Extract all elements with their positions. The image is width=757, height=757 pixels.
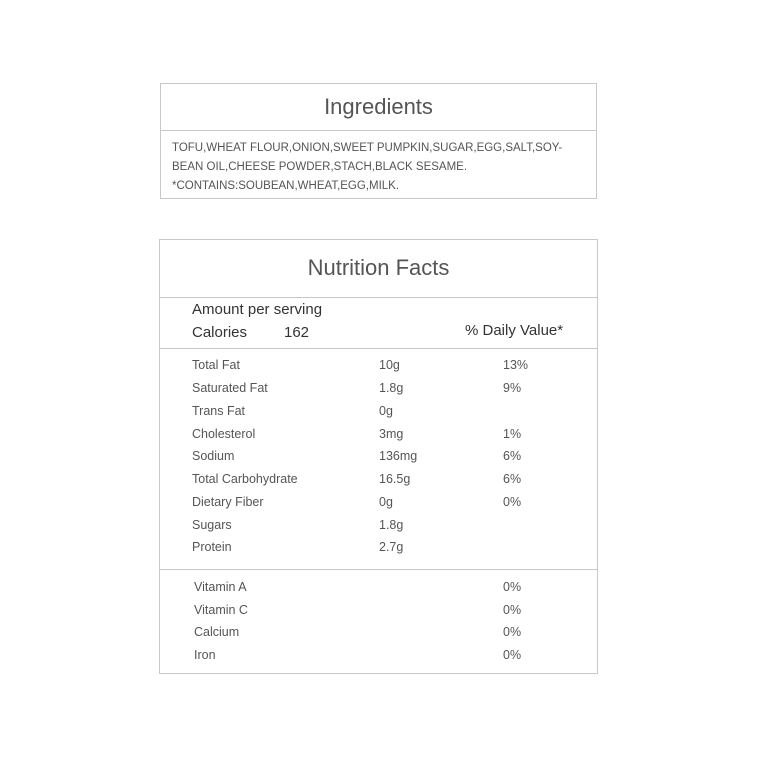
- vitamin-name: Vitamin C: [194, 603, 248, 617]
- ingredients-line: *CONTAINS:SOUBEAN,WHEAT,EGG,MILK.: [172, 180, 400, 192]
- vitamin-table: [160, 570, 597, 675]
- calories-value: 162: [284, 324, 310, 341]
- nutrient-amount: 10g: [379, 358, 400, 372]
- nutrient-name: Total Carbohydrate: [192, 472, 298, 486]
- nutrient-row: [160, 515, 597, 535]
- nutrition-title: Nutrition Facts: [160, 240, 597, 298]
- ingredients-line: TOFU,WHEAT FLOUR,ONION,SWEET PUMPKIN,SUGAR,EGG,SALT,SOY-: [172, 142, 563, 154]
- nutrient-name: Sodium: [192, 449, 235, 463]
- nutrient-name: Sugars: [192, 518, 232, 532]
- nutrient-row: [160, 401, 597, 421]
- daily-value-header: % Daily Value*: [465, 322, 564, 339]
- nutrient-row: [160, 355, 597, 375]
- nutrient-row: [160, 446, 597, 466]
- amount-per-serving-label: Amount per serving: [192, 301, 323, 318]
- nutrient-daily-value: 0%: [503, 495, 522, 509]
- ingredients-text: [161, 131, 596, 196]
- nutrient-row: [160, 492, 597, 512]
- vitamin-row: [160, 577, 597, 597]
- nutrient-daily-value: 1%: [503, 427, 522, 441]
- vitamin-row: [160, 645, 597, 665]
- vitamin-daily-value: 0%: [503, 648, 522, 662]
- nutrient-row: [160, 469, 597, 489]
- nutrient-row: [160, 424, 597, 444]
- nutrient-amount: 1.8g: [379, 518, 404, 532]
- vitamin-row: [160, 600, 597, 620]
- nutrient-name: Cholesterol: [192, 427, 256, 441]
- nutrient-name: Total Fat: [192, 358, 240, 372]
- nutrient-name: Dietary Fiber: [192, 495, 264, 509]
- nutrient-daily-value: 9%: [503, 381, 522, 395]
- nutrient-daily-value: 6%: [503, 449, 522, 463]
- vitamin-daily-value: 0%: [503, 603, 522, 617]
- ingredients-panel: [160, 83, 597, 199]
- vitamin-row: [160, 622, 597, 642]
- calories-label: Calories: [192, 324, 248, 341]
- nutrient-amount: 16.5g: [379, 472, 411, 486]
- nutrition-facts-panel: [159, 239, 598, 674]
- vitamin-daily-value: 0%: [503, 625, 522, 639]
- ingredients-line: BEAN OIL,CHEESE POWDER,STACH,BLACK SESAME.: [172, 161, 468, 173]
- nutrient-amount: 2.7g: [379, 540, 404, 554]
- nutrient-amount: 0g: [379, 404, 393, 418]
- nutrient-name: Saturated Fat: [192, 381, 268, 395]
- nutrient-amount: 1.8g: [379, 381, 404, 395]
- nutrient-table: [160, 349, 597, 570]
- nutrient-amount: 3mg: [379, 427, 404, 441]
- nutrient-row: [160, 378, 597, 398]
- nutrient-amount: 0g: [379, 495, 393, 509]
- nutrient-row: [160, 537, 597, 557]
- serving-summary: [160, 298, 597, 349]
- nutrient-name: Protein: [192, 540, 232, 554]
- ingredients-title: Ingredients: [161, 84, 596, 131]
- vitamin-name: Iron: [194, 648, 216, 662]
- vitamin-daily-value: 0%: [503, 580, 522, 594]
- vitamin-name: Vitamin A: [194, 580, 247, 594]
- vitamin-name: Calcium: [194, 625, 240, 639]
- nutrient-amount: 136mg: [379, 449, 418, 463]
- nutrient-daily-value: 6%: [503, 472, 522, 486]
- nutrient-name: Trans Fat: [192, 404, 246, 418]
- nutrient-daily-value: 13%: [503, 358, 529, 372]
